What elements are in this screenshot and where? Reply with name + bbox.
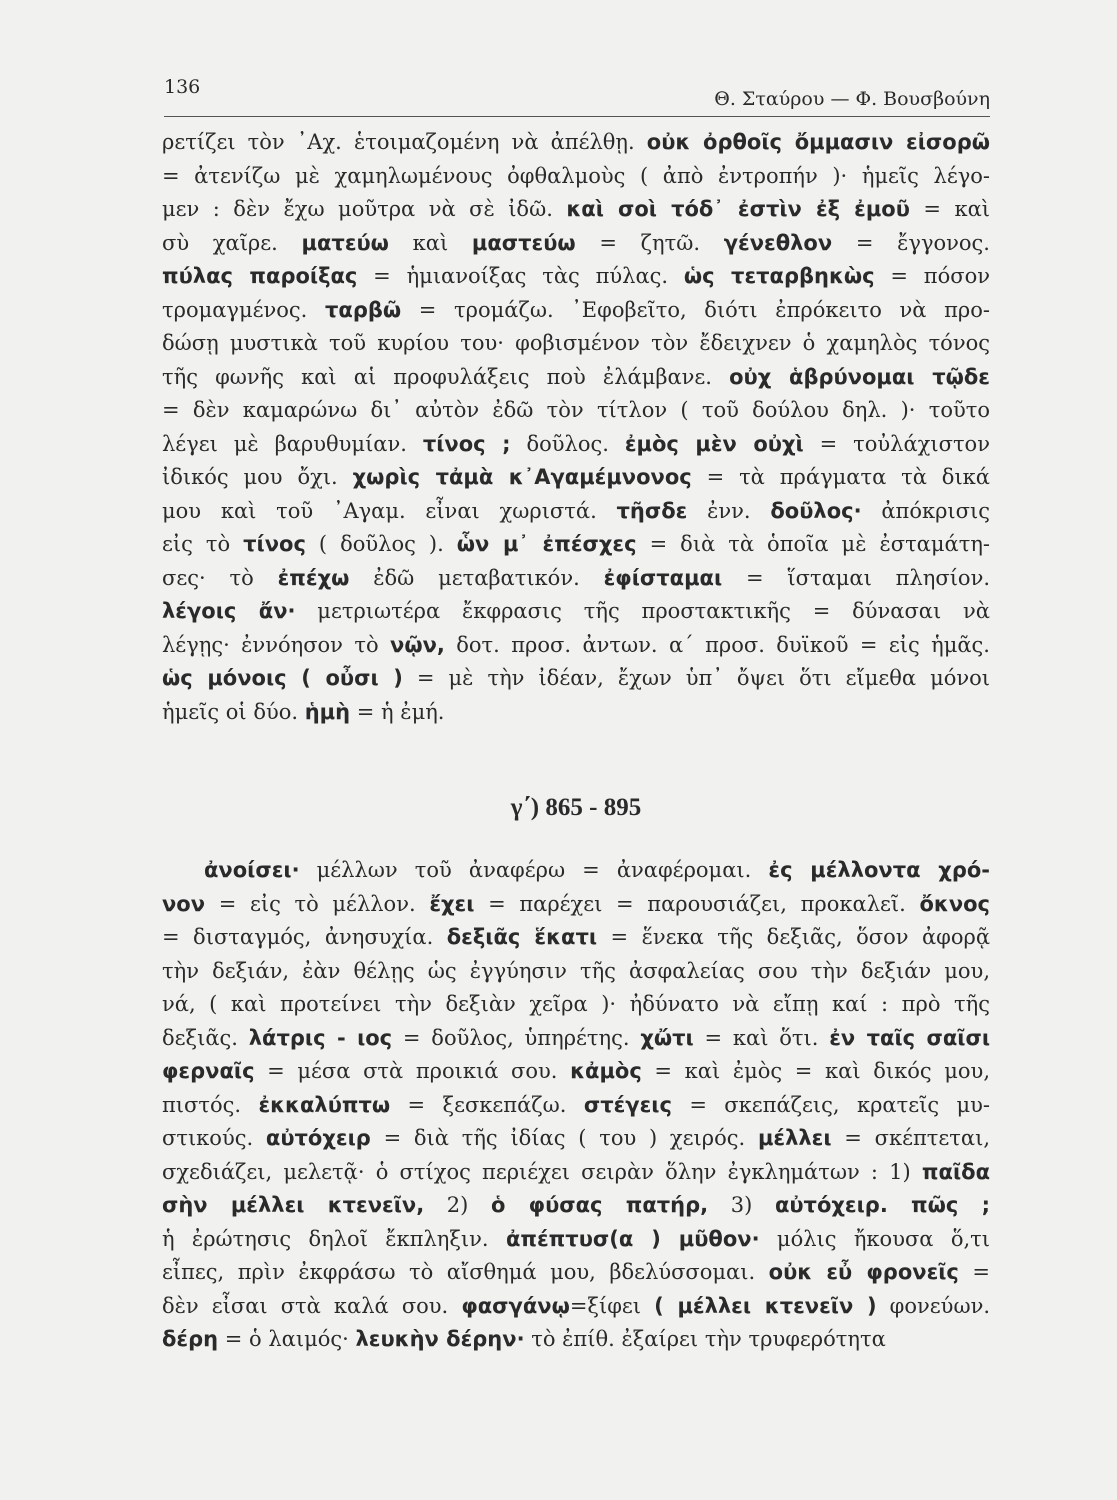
lemma-term: ( μέλλει κτενεῖν ) bbox=[654, 1293, 877, 1318]
lemma-term: λάτρις - ιος bbox=[248, 1025, 393, 1050]
lemma-term: φασγάνῳ bbox=[461, 1293, 570, 1318]
lemma-term: οὐχ ἁβρύνομαι τῷδε bbox=[729, 364, 990, 389]
lemma-term: ὡς τεταρβηκὼς bbox=[683, 264, 875, 288]
gloss-text: = τοὐλάχιστον bbox=[803, 431, 990, 456]
gloss-text: = ἀτενίζω μὲ χαμηλωμένους ὀφθαλμοὺς ( ἀπὸ ἐντροπήν )· ἡμεῖς λέγο- bbox=[162, 163, 990, 188]
gloss-text: ἀπόκρισις bbox=[861, 498, 990, 523]
lemma-term: καὶ σοὶ τόδ᾿ ἐστὶν ἐξ ἐμοῦ bbox=[566, 197, 910, 221]
gloss-text: = ἵσταμαι πλησίον. bbox=[722, 565, 990, 590]
gloss-text: = bbox=[958, 1260, 990, 1284]
gloss-text: ἐδῶ μεταβατικόν. bbox=[349, 565, 604, 590]
gloss-text: = καὶ ὅτι. bbox=[693, 1025, 830, 1050]
gloss-text: εἰς τὸ bbox=[162, 532, 244, 556]
lemma-term: τίνος ; bbox=[422, 431, 511, 456]
text-line bbox=[162, 495, 990, 529]
gloss-text: ἰδικός μου ὄχι. bbox=[162, 465, 353, 489]
text-line bbox=[162, 1223, 990, 1257]
gloss-text: δοτ. προσ. ἀντων. α΄ προσ. δυϊκοῦ = εἰς ἡμᾶς. bbox=[444, 632, 990, 657]
gloss-text: λέγει μὲ βαρυθυμίαν. bbox=[162, 431, 423, 456]
gloss-text: = καὶ ἐμὸς = καὶ δικός μου, bbox=[641, 1059, 990, 1083]
gloss-text: = μέσα στὰ προικιά σου. bbox=[254, 1059, 571, 1083]
lemma-term: παῖδα bbox=[921, 1159, 990, 1184]
lemma-term: σὴν μέλλει κτενεῖν, bbox=[162, 1193, 425, 1217]
gloss-text: = ὁ λαιμός· bbox=[218, 1327, 356, 1351]
text-line bbox=[162, 394, 990, 428]
lemma-term: ὄκνος bbox=[919, 891, 990, 916]
gloss-text: τὸ ἐπίθ. ἐξαίρει τὴν τρυφερότητα bbox=[524, 1327, 886, 1351]
text-line bbox=[162, 1189, 990, 1223]
gloss-text: = διὰ τῆς ἰδίας ( του ) χειρός. bbox=[370, 1126, 758, 1150]
lemma-term: ἐμὸς μὲν οὐχὶ bbox=[624, 431, 804, 456]
page-number: 136 bbox=[164, 76, 201, 98]
lemma-term: ἐκκαλύπτω bbox=[258, 1092, 391, 1117]
lemma-term: γένεθλον bbox=[723, 230, 833, 255]
lemma-term: λευκὴν δέρην· bbox=[355, 1327, 525, 1351]
gloss-text: 2) bbox=[424, 1193, 491, 1217]
lemma-term: πύλας παροίξας bbox=[162, 264, 358, 288]
gloss-text: καὶ bbox=[388, 230, 472, 255]
lemma-term: ἔχει bbox=[429, 891, 475, 916]
gloss-text: ἐνν. bbox=[687, 498, 771, 523]
lemma-term: δεξιᾶς ἕκατι bbox=[446, 925, 598, 949]
gloss-text: = καὶ bbox=[909, 197, 990, 221]
gloss-text: πιστός. bbox=[162, 1092, 259, 1117]
gloss-text: ἡμεῖς οἱ δύο. bbox=[162, 699, 305, 724]
gloss-text: δώσῃ μυστικὰ τοῦ κυρίου του· φοβισμένον τὸν ἔδειχνεν ὁ χαμηλὸς τόνος bbox=[162, 331, 990, 355]
lemma-term: οὐκ εὖ φρονεῖς bbox=[768, 1260, 959, 1284]
lemma-term: ὡς μόνοις ( οὖσι ) bbox=[162, 666, 403, 690]
lemma-term: αὐτόχειρ bbox=[265, 1126, 371, 1150]
text-line bbox=[162, 1089, 990, 1123]
text-line bbox=[162, 1022, 990, 1056]
gloss-text: = πόσον bbox=[874, 264, 990, 288]
text-line bbox=[162, 1156, 990, 1190]
running-head: Θ. Σταύρου — Φ. Βουσβούνη bbox=[714, 88, 990, 110]
text-line bbox=[162, 854, 990, 888]
text-line bbox=[162, 595, 990, 629]
gloss-text: μετριωτέρα ἔκφρασις τῆς προστακτικῆς = δύνασαι νὰ bbox=[295, 599, 990, 623]
lemma-term: νῷν, bbox=[390, 632, 445, 657]
gloss-text: = δισταγμός, ἀνησυχία. bbox=[162, 925, 447, 949]
lemma-term: χωρὶς τἀμὰ κ᾿Αγαμέμνονος bbox=[352, 465, 692, 489]
lemma-term: στέγεις bbox=[583, 1092, 672, 1117]
gloss-text: τὴν δεξιάν, ἐὰν θέλῃς ὡς ἐγγύησιν τῆς ἀσφαλείας σου τὴν δεξιάν μου, bbox=[162, 958, 990, 983]
text-line bbox=[162, 988, 990, 1022]
gloss-text: = ἡμιανοίξας τὰς πύλας. bbox=[357, 264, 684, 288]
lemma-term: νον bbox=[162, 891, 206, 916]
text-line bbox=[162, 160, 990, 194]
gloss-text: = διὰ τὰ ὁποῖα μὲ ἐσταμάτη- bbox=[636, 532, 990, 556]
lemma-term: ἐν ταῖς σαῖσι bbox=[829, 1025, 990, 1050]
lemma-term: ἡμὴ bbox=[304, 699, 351, 724]
gloss-text: = τὰ πράγματα τὰ δικά bbox=[691, 465, 990, 489]
gloss-text: = ζητῶ. bbox=[575, 230, 724, 255]
text-line bbox=[162, 428, 990, 462]
text-line bbox=[162, 193, 990, 227]
lemma-term: τίνος bbox=[243, 532, 306, 556]
text-line bbox=[162, 227, 990, 261]
gloss-text: λέγῃς· ἐννόησον τὸ bbox=[162, 632, 391, 657]
lemma-term: φερναῖς bbox=[162, 1059, 255, 1083]
gloss-text: νά, ( καὶ προτείνει τὴν δεξιὰν χεῖρα )· ἠδύνατο νὰ εἴπῃ καί : πρὸ τῆς bbox=[162, 992, 990, 1016]
lemma-term: ἐφίσταμαι bbox=[603, 565, 723, 590]
gloss-text: στικούς. bbox=[162, 1126, 266, 1150]
gloss-text: = ἔγγονος. bbox=[832, 230, 990, 255]
gloss-text: τῆς φωνῆς καὶ αἱ προφυλάξεις ποὺ ἐλάμβανε. bbox=[162, 364, 730, 389]
text-line bbox=[162, 1290, 990, 1324]
gloss-text: δὲν εἶσαι στὰ καλά σου. bbox=[162, 1293, 462, 1318]
gloss-text: = σκέπτεται, bbox=[831, 1126, 990, 1150]
text-line bbox=[162, 1122, 990, 1156]
gloss-text: = παρέχει = παρουσιάζει, προκαλεῖ. bbox=[474, 891, 920, 916]
text-line bbox=[162, 528, 990, 562]
text-line bbox=[162, 696, 990, 730]
text-line bbox=[162, 327, 990, 361]
lemma-term: ὧν μ᾿ ἐπέσχες bbox=[456, 532, 637, 556]
gloss-text: = μὲ τὴν ἰδέαν, ἔχων ὑπ᾿ ὄψει ὅτι εἴμεθα μόνοι bbox=[402, 666, 990, 690]
section-title: γ΄) 865 - 895 bbox=[510, 794, 642, 821]
lemma-term: λέγοις ἄν· bbox=[162, 599, 296, 623]
gloss-text: = εἰς τὸ μέλλον. bbox=[205, 891, 430, 916]
gloss-text: =ξίφει bbox=[569, 1293, 655, 1318]
gloss-text: μόλις ἤκουσα ὅ,τι bbox=[759, 1226, 990, 1251]
gloss-text: = σκεπάζεις, κρατεῖς μυ- bbox=[671, 1092, 990, 1117]
text-line bbox=[162, 1256, 990, 1290]
lemma-term: τῆσδε bbox=[616, 498, 688, 523]
gloss-text: = δοῦλος, ὑπηρέτης. bbox=[392, 1025, 641, 1050]
lemma-term: δοῦλος· bbox=[770, 498, 862, 523]
gloss-text: ( δοῦλος ). bbox=[305, 532, 457, 556]
gloss-text: μεν : δὲν ἔχω μοῦτρα νὰ σὲ ἰδῶ. bbox=[162, 197, 567, 221]
lemma-term: μαστεύω bbox=[471, 230, 576, 255]
text-line bbox=[162, 888, 990, 922]
lemma-term: ταρβῶ bbox=[325, 297, 402, 322]
gloss-text: = ἕνεκα τῆς δεξιᾶς, ὅσον ἀφορᾷ bbox=[597, 925, 990, 949]
lemma-term: δέρη bbox=[162, 1327, 219, 1351]
gloss-text: = ξεσκεπάζω. bbox=[390, 1092, 584, 1117]
gloss-text: = ἡ ἐμή. bbox=[350, 699, 445, 724]
lemma-term: ἀνοίσει· bbox=[204, 858, 300, 882]
gloss-text: ἡ ἐρώτησις δηλοῖ ἔκπληξιν. bbox=[162, 1226, 506, 1251]
lemma-term: ἐπέχω bbox=[277, 565, 350, 590]
lemma-term: ἀπέπτυσ(α ) μῦθον· bbox=[505, 1226, 760, 1251]
lemma-term: ἐς μέλλοντα χρό- bbox=[768, 858, 990, 882]
gloss-text: δοῦλος. bbox=[510, 431, 625, 456]
lemma-term: ματεύω bbox=[301, 230, 389, 255]
gloss-text: = τρομάζω. ᾿Εφοβεῖτο, διότι ἐπρόκειτο νὰ προ- bbox=[401, 297, 990, 322]
lemma-term: οὐκ ὀρθοῖς ὄμμασιν εἰσορῶ bbox=[646, 130, 990, 154]
text-line bbox=[162, 955, 990, 989]
commentary-paragraph-1 bbox=[162, 126, 990, 729]
lemma-term: κἀμὸς bbox=[570, 1059, 642, 1083]
gloss-text: σχεδιάζει, μελετᾷ· ὁ στίχος περιέχει σειρὰν ὅλην ἐγκλημάτων : 1) bbox=[162, 1159, 922, 1184]
gloss-text: τρομαγμένος. bbox=[162, 297, 325, 322]
lemma-term: ὁ φύσας πατήρ, bbox=[490, 1193, 709, 1217]
text-line bbox=[162, 260, 990, 294]
lemma-term: χὤτι bbox=[640, 1025, 694, 1050]
text-line bbox=[162, 361, 990, 395]
text-line bbox=[162, 294, 990, 328]
gloss-text: δεξιᾶς. bbox=[162, 1025, 249, 1050]
text-line bbox=[162, 662, 990, 696]
text-line bbox=[162, 461, 990, 495]
gloss-text: φονεύων. bbox=[876, 1293, 990, 1318]
gloss-text: σες· τὸ bbox=[162, 565, 278, 590]
gloss-text: μέλλων τοῦ ἀναφέρω = ἀναφέρομαι. bbox=[299, 858, 769, 882]
commentary-paragraph-2 bbox=[162, 854, 990, 1357]
gloss-text: σὺ χαῖρε. bbox=[162, 230, 302, 255]
text-line bbox=[162, 629, 990, 663]
gloss-text: ρετίζει τὸν ᾿Αχ. ἑτοιμαζομένη νὰ ἀπέλθῃ. bbox=[162, 130, 647, 154]
lemma-term: αὐτόχειρ. πῶς ; bbox=[774, 1193, 990, 1217]
gloss-text: μου καὶ τοῦ ᾿Αγαμ. εἶναι χωριστά. bbox=[162, 498, 617, 523]
lemma-term: μέλλει bbox=[757, 1126, 832, 1150]
gloss-text: 3) bbox=[708, 1193, 775, 1217]
text-line bbox=[162, 562, 990, 596]
text-line bbox=[162, 1055, 990, 1089]
text-line bbox=[162, 1323, 990, 1357]
text-line bbox=[162, 126, 990, 160]
gloss-text: = δὲν καμαρώνω δι᾿ αὐτὸν ἐδῶ τὸν τίτλον ( τοῦ δούλου δηλ. )· τοῦτο bbox=[162, 398, 990, 422]
page-header bbox=[164, 76, 990, 117]
gloss-text: εἶπες, πρὶν ἐκφράσω τὸ αἴσθημά μου, βδελύσσομαι. bbox=[162, 1260, 769, 1284]
text-line bbox=[162, 921, 990, 955]
